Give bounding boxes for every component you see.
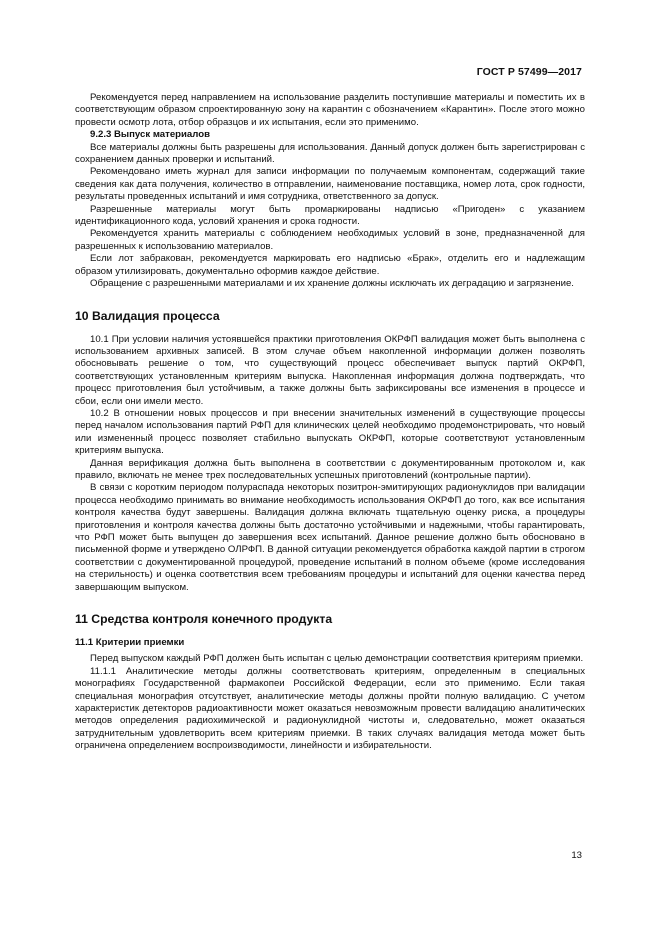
- paragraph-10-2-verification: Данная верификация должна быть выполнена в соответствии с документированным протоколом и, как правило, включать не менее трех последовательных успешных приготовлений (контрольные партии).: [75, 457, 585, 481]
- paragraph-9-2-3-2: Рекомендовано иметь журнал для записи информации по получаемым компонентам, содержащий такие сведения как дата получения, количество в отправлении, наименование поставщика, номер лота, срок годности, результаты проведенных испытаний и имя сотрудника, ответственного за допуск.: [75, 166, 585, 203]
- page-body: [75, 92, 585, 753]
- paragraph-10-2: 10.2 В отношении новых процессов и при внесении значительных изменений в существующие процессы перед началом использования партий РФП для клинических целей необходимо продемонстрировать, что новый или измененный процесс позволяет стабильно выпускать ОКРФП, которые соответствуют установленным критериям выпуска.: [75, 407, 585, 457]
- paragraph-11-1-1: 11.1.1 Аналитические методы должны соответствовать критериям, определенным в специальных монографиях Государственной фармакопеи Российской Федерации, если это применимо. Если такая специальная монография отсутствует, аналитические методы должны пройти полную валидацию. С учетом характеристик детекторов радиоактивности может оказаться невозможным провести валидацию аналитических методов определения радиохимической и радионуклидной чистоты и, следовательно, может оказаться затруднительным удовлетворить всем критериям приемки. В таких случаях валидация метода может быть ограничена определением воспроизводимости, линейности и избирательности.: [75, 665, 585, 752]
- paragraph-quarantine: Рекомендуется перед направлением на использование разделить поступившие материалы и поместить их в соответствующим образом спроектированную зону на карантин с обозначением «Карантин». После этого можно провести осмотр лота, отбор образцов и их испытания, если это применимо.: [75, 92, 585, 128]
- section-title-11: 11 Средства контроля конечного продукта: [75, 612, 333, 627]
- paragraph-9-2-3-3: Разрешенные материалы могут быть промаркированы надписью «Пригоден» с указанием идентификационного кода, условий хранения и срока годности.: [75, 203, 585, 228]
- section-title-10: 10 Валидация процесса: [75, 308, 220, 323]
- paragraph-9-2-3-6: Обращение с разрешенными материалами и их хранение должны исключать их деградацию и загрязнение.: [90, 278, 574, 290]
- subsection-title-11-1: 11.1 Критерии приемки: [75, 637, 185, 649]
- paragraph-10-1: 10.1 При условии наличия устоявшейся практики приготовления ОКРФП валидация может быть выполнена с использованием архивных записей. В этом случае объем накопленной информации должен позволять обосновывать решение о том, что существующий процесс обеспечивает выпуск партий ОКРФП, соответствующих установленным критериям выпуска. Накопленная информация должна подтверждать, что процесс приготовления был устойчивым, а также должны быть зафиксированы все изменения в процессе и сбои, если они имели место.: [75, 333, 585, 407]
- page-number: 13: [571, 850, 582, 861]
- subsection-title-9-2-3: 9.2.3 Выпуск материалов: [90, 129, 210, 141]
- paragraph-11-1: Перед выпуском каждый РФП должен быть испытан с целью демонстрации соответствия критериям приемки.: [90, 653, 584, 665]
- paragraph-10-2-half-life: В связи с коротким периодом полураспада некоторых позитрон-эмитирующих радионуклидов при валидации процесса необходимо принимать во внимание необходимость использования ОКРФП до того, как все испытания контроля качества будут завершены. Валидация должна включать тщательную оценку риска, а процедуры приготовления и контроля качества должны быть достаточно устойчивыми и надежными, чтобы гарантировать, что РФП может быть выпущен до завершения всех испытаний. Данное решение должно быть обосновано в письменной форме и утверждено ОЛРФП. В данной ситуации рекомендуется обработка каждой партии в строгом соответствии с документированной процедурой, проведение испытаний в полном объеме (кроме исследования на стерильность) и оценка соответствия всем требованиям процедуры и испытаний для оценки качества перед завершающим выпуском.: [75, 482, 586, 593]
- paragraph-9-2-3-1: Все материалы должны быть разрешены для использования. Данный допуск должен быть зарегистрирован с сохранением данных проверки и испытаний.: [75, 141, 585, 166]
- document-id-header: ГОСТ Р 57499—2017: [476, 66, 582, 78]
- paragraph-9-2-3-4: Рекомендуется хранить материалы с соблюдением необходимых условий в зоне, предназначенной для разрешенных к использованию материалов.: [75, 228, 585, 252]
- paragraph-9-2-3-5: Если лот забракован, рекомендуется маркировать его надписью «Брак», отделить его и надлежащим образом утилизировать, документально оформив каждое действие.: [75, 253, 585, 277]
